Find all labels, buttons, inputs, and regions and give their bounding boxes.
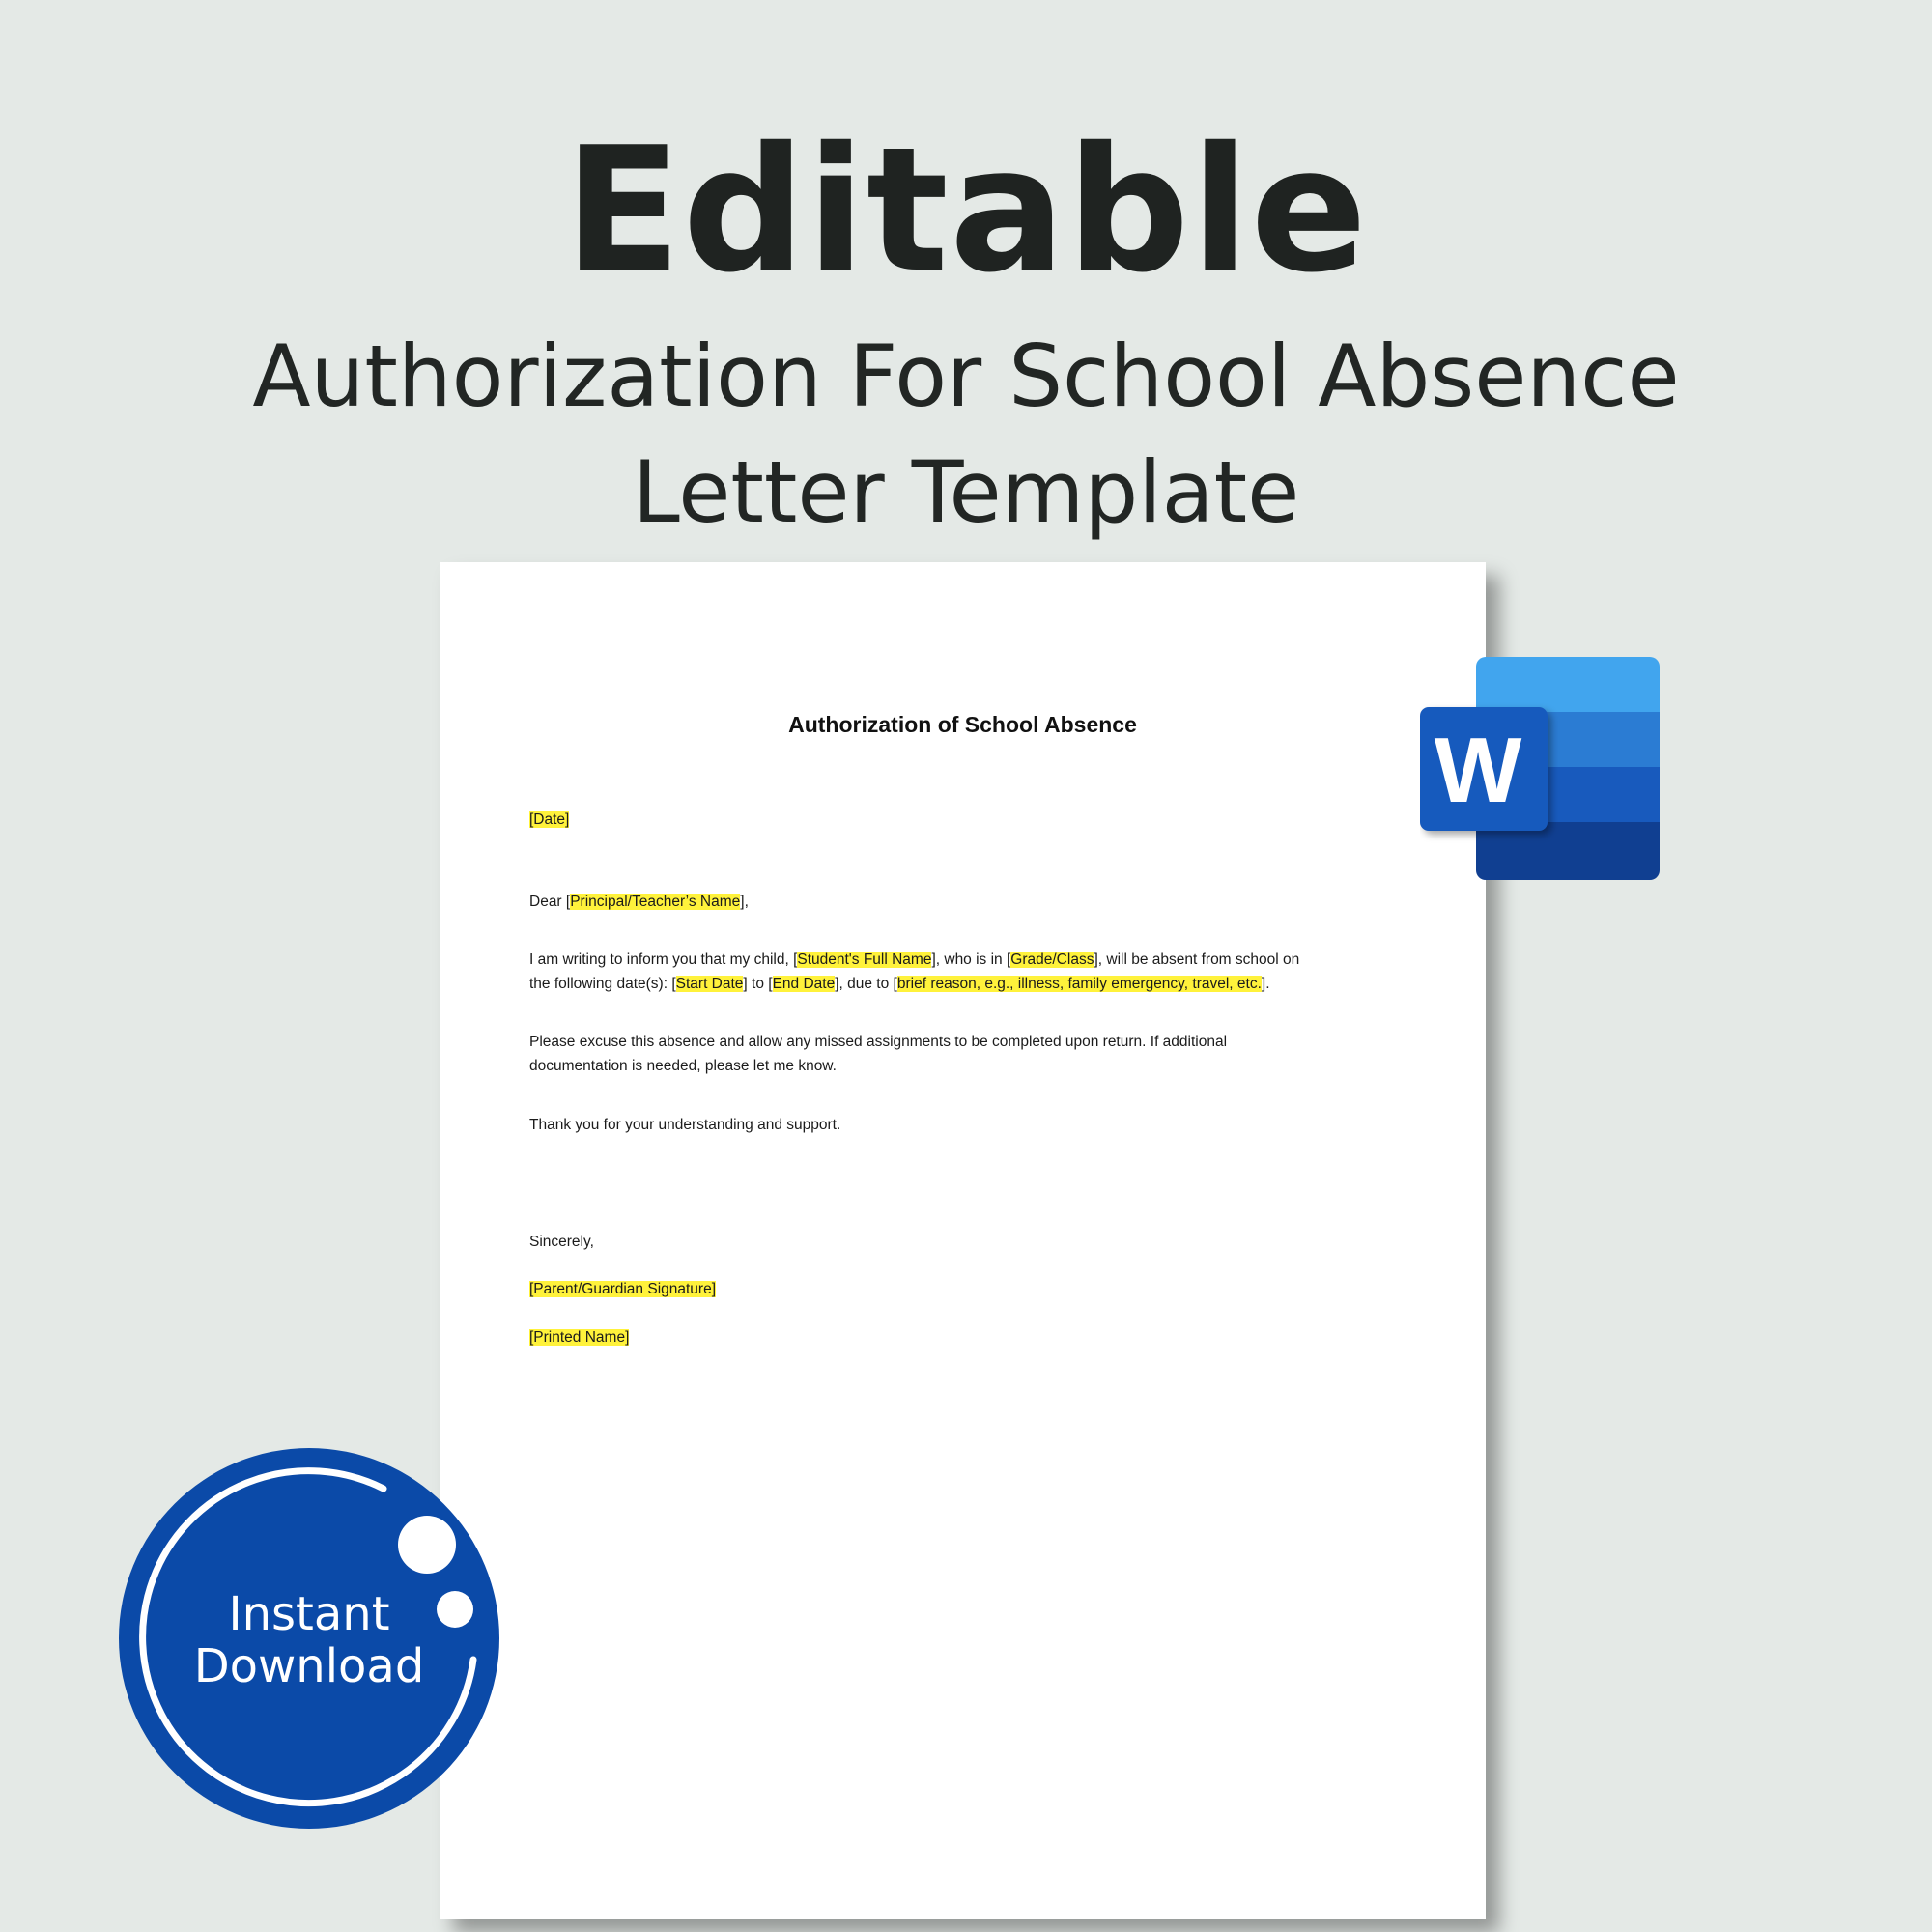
text-segment: the following date(s): [ [529, 976, 676, 992]
word-icon [1420, 657, 1662, 881]
student-name-placeholder: Student's Full Name [797, 952, 932, 968]
printed-name-placeholder: [Printed Name] [529, 1329, 630, 1346]
text-segment: ], who is in [ [931, 952, 1011, 968]
salutation-prefix: Dear [ [529, 894, 571, 910]
signature-line [529, 1277, 1399, 1301]
signature-placeholder: [Parent/Guardian Signature] [529, 1281, 717, 1297]
document-title: Authorization of School Absence [788, 712, 1137, 737]
text-segment: ]. [1261, 976, 1270, 992]
salutation-line [529, 890, 1399, 914]
text-segment: ] to [ [743, 976, 773, 992]
date-placeholder: [Date] [529, 811, 570, 828]
word-icon-letter: W [1434, 719, 1522, 822]
start-date-placeholder: Start Date [675, 976, 744, 992]
headline: Editable [563, 110, 1369, 310]
paragraph-2-line-2: documentation is needed, please let me know. [529, 1058, 837, 1074]
badge-line-1: Instant [228, 1587, 390, 1641]
printed-name-line [529, 1325, 1399, 1350]
paragraph-1-line-2 [529, 972, 1399, 996]
text-segment: ], will be absent from school on [1094, 952, 1300, 968]
recipient-name-placeholder: Principal/Teacher’s Name [570, 894, 741, 910]
document-page [440, 562, 1486, 1919]
closing: Sincerely, [529, 1234, 594, 1250]
badge-line-2: Download [193, 1639, 425, 1693]
subtitle-line-1: Authorization For School Absence [252, 327, 1680, 426]
reason-placeholder: brief reason, e.g., illness, family emergency, travel, etc. [896, 976, 1262, 992]
paragraph-1-line-1 [529, 948, 1399, 972]
date-line [529, 808, 1399, 832]
end-date-placeholder: End Date [772, 976, 836, 992]
subtitle-line-2: Letter Template [632, 442, 1300, 542]
text-segment: I am writing to inform you that my child, [ [529, 952, 798, 968]
grade-placeholder: Grade/Class [1010, 952, 1094, 968]
paragraph-2-line-1: Please excuse this absence and allow any missed assignments to be completed upon return. If additional [529, 1034, 1228, 1050]
paragraph-3: Thank you for your understanding and support. [529, 1117, 841, 1133]
text-segment: ], due to [ [835, 976, 897, 992]
salutation-suffix: ], [740, 894, 749, 910]
